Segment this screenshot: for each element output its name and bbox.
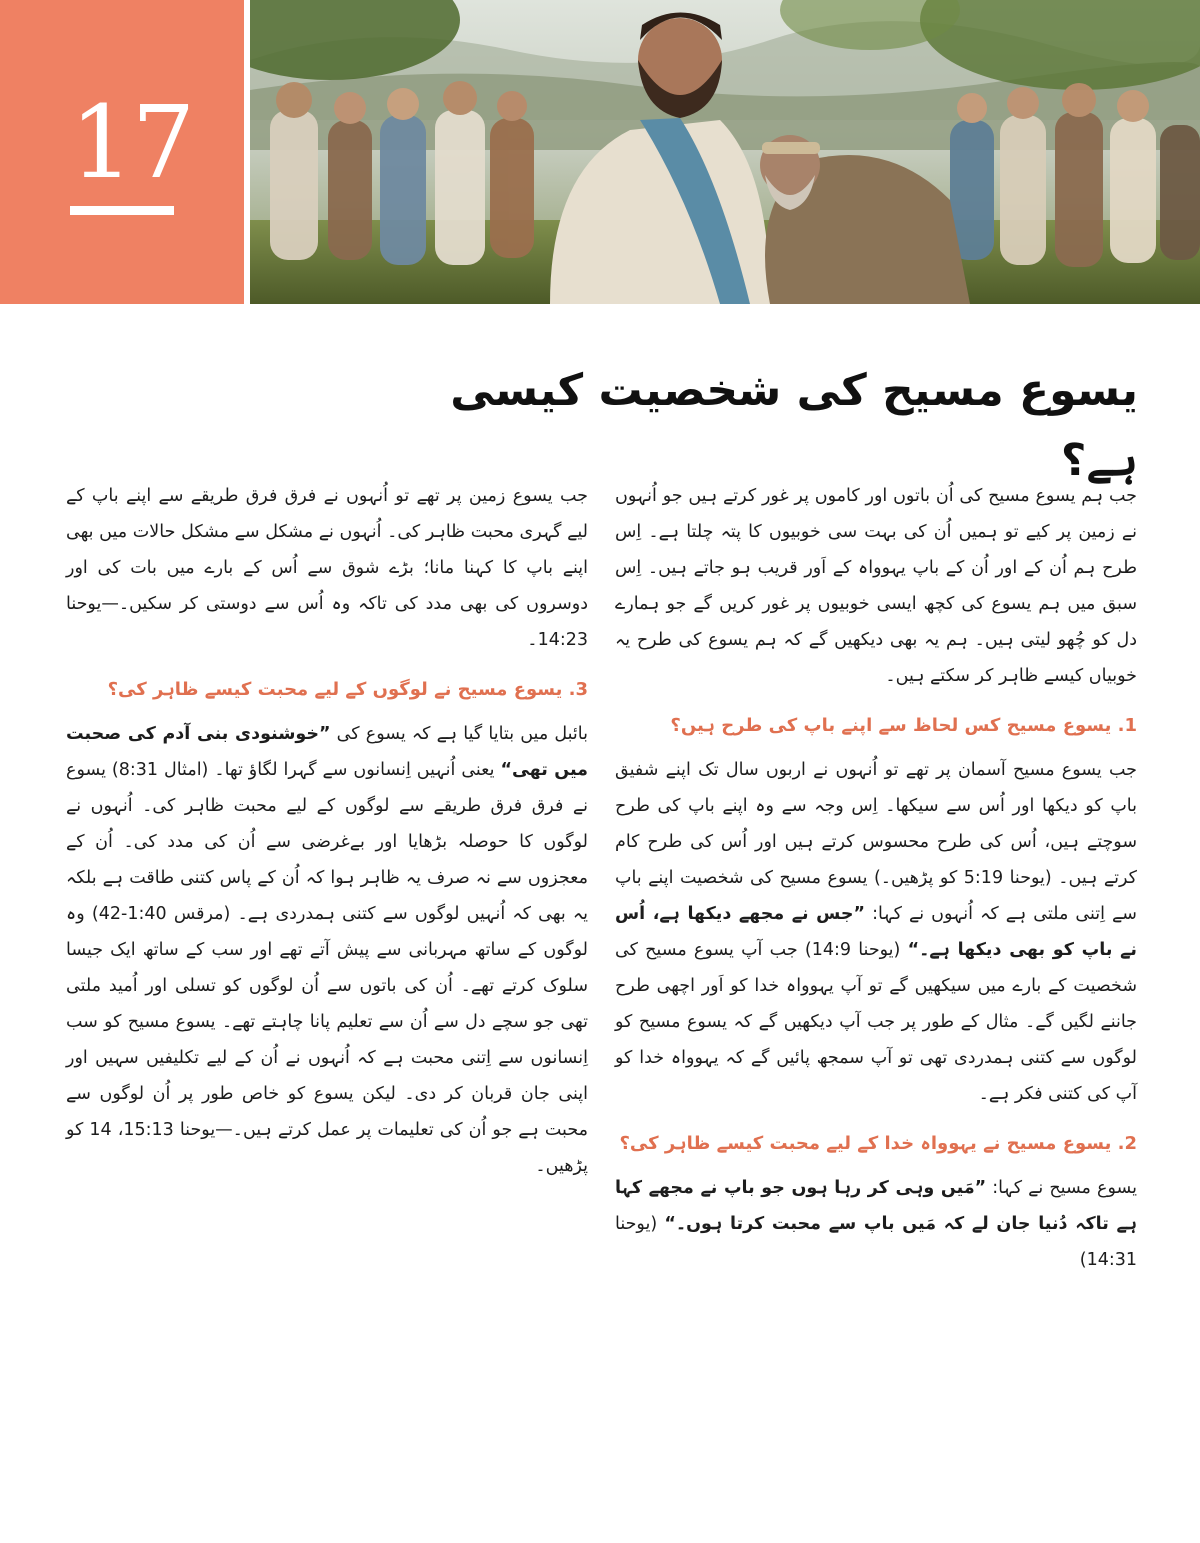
section-1-reference: (یوحنا 14:9) [804,940,901,960]
column-left [66,478,588,1184]
intro-paragraph: جب ہم یسوع مسیح کی اُن باتوں اور کاموں پر غور کرتے ہیں جو اُنہوں نے زمین پر کیے تو ہمیں اُن کی بہت سی خوبیوں کا پتہ چلتا ہے۔ اِس طرح ہم اُن کے اور اُن کے باپ یہوواہ کے اَور قریب ہو جاتے ہیں۔ اِس سبق میں ہم یسوع کی کچھ ایسی خوبیوں پر غور کریں گے جو ہمارے دل کو چُھو لیتی ہیں۔ ہم یہ بھی دیکھیں گے کہ ہم یسوع کی طرح یہ خوبیاں کیسے ظاہر کر سکتے ہیں۔ [615,486,1137,686]
section-3-paragraph [66,716,588,1184]
lesson-number-underline [70,206,174,215]
photo-jesus-healing-man-icon [250,0,1200,304]
hero-photo [250,0,1200,304]
section-2-quote: ”مَیں وہی کر رہا ہوں جو باپ نے مجھے کہا ہے تاکہ دُنیا جان لے کہ مَیں باپ سے محبت کرتا ہوں۔“ [615,1178,1137,1234]
section-2-paragraph [615,1170,1137,1278]
section-2-heading: 2. یسوع مسیح نے یہوواہ خدا کے لیے محبت کیسے ظاہر کی؟ [619,1133,1137,1154]
page-title: یسوع مسیح کی شخصیت کیسی ہے؟ [450,365,1138,486]
lesson-number: 17 [70,84,194,201]
section-3-lead: بائبل میں بتایا گیا ہے کہ یسوع کی [336,724,588,744]
column-right [615,478,1137,1278]
section-1-quote: ”جس نے مجھے دیکھا ہے، اُس نے باپ کو بھی دیکھا ہے۔“ [615,904,1137,960]
section-2-reference: (یوحنا 14:31) [615,1214,1137,1270]
section-1-text-2: جب آپ یسوع مسیح کی شخصیت کے بارے میں سیکھیں گے تو آپ یہوواہ خدا کو اَور اچھی طرح جاننے لگیں گے۔ مثال کے طور پر جب آپ دیکھیں گے کہ یسوع مسیح کو لوگوں سے کتنی ہمدردی تھی تو آپ سمجھ پائیں گے کہ یہوواہ خدا کو آپ کی کتنی فکر ہے۔ [615,940,1137,1104]
section-2-continuation: جب یسوع زمین پر تھے تو اُنہوں نے فرق فرق طریقے سے اپنے باپ کے لیے گہری محبت ظاہر کی۔ اُنہوں نے مشکل سے مشکل حالات میں بھی اپنے باپ کا کہنا مانا؛ بڑے شوق سے اُس کے بارے میں بات کی اور دوسروں کی بھی مدد کی تاکہ وہ اُس سے دوستی کر سکیں۔—یوحنا 14:23۔ [66,486,588,650]
section-1-text: جب یسوع مسیح آسمان پر تھے تو اُنہوں نے اربوں سال تک اپنے شفیق باپ کو دیکھا اور اُس سے سیکھا۔ اِس وجہ سے وہ اپنے باپ کی طرح سوچتے ہیں، اُس کی طرح محسوس کرتے ہیں اور اُس کی طرح کام کرتے ہیں۔ (یوحنا 5:19 کو پڑھیں۔) یسوع مسیح کی شخصیت اپنے باپ سے اِتنی ملتی ہے کہ اُنہوں نے کہا: [615,760,1137,924]
section-1-paragraph [615,752,1137,1112]
section-3-quote: ”خوشنودی بنی آدم کی صحبت میں تھی“ [66,724,588,780]
section-3-heading: 3. یسوع مسیح نے لوگوں کے لیے محبت کیسے ظاہر کی؟ [107,679,588,700]
section-1-heading: 1. یسوع مسیح کس لحاظ سے اپنے باپ کی طرح ہیں؟ [670,715,1137,736]
lesson-number-block [0,0,244,304]
section-3-body: یعنی اُنہیں اِنسانوں سے گہرا لگاؤ تھا۔ (امثال 8:31) یسوع نے فرق فرق طریقے سے لوگوں کے لیے محبت ظاہر کی۔ اُنہوں نے لوگوں کا حوصلہ بڑھایا اور بےغرضی سے اُن کی مدد کی۔ اُن کے معجزوں سے نہ صرف یہ ظاہر ہوا کہ اُن کے پاس کتنی طاقت ہے بلکہ یہ بھی کہ اُنہیں لوگوں سے کتنی ہمدردی ہے۔ (مرقس 1:40-42) وہ لوگوں کے ساتھ مہربانی سے پیش آتے تھے اور سب کے ساتھ ایک جیسا سلوک کرتے تھے۔ اُن کی باتوں سے اُن لوگوں کو تسلی اور اُمید ملتی تھی جو سچے دل سے اُن سے تعلیم پانا چاہتے تھے۔ یسوع مسیح کو سب اِنسانوں سے اِتنی محبت ہے کہ اُنہوں نے اُن کے لیے تکلیفیں سہیں اور اپنی جان قربان کر دی۔ لیکن یسوع کو خاص طور پر اُن لوگوں سے محبت ہے جو اُن کی تعلیمات پر عمل کرتے ہیں۔—یوحنا 15:13، 14 کو پڑھیں۔ [66,760,588,1176]
section-2-lead: یسوع مسیح نے کہا: [992,1178,1137,1198]
